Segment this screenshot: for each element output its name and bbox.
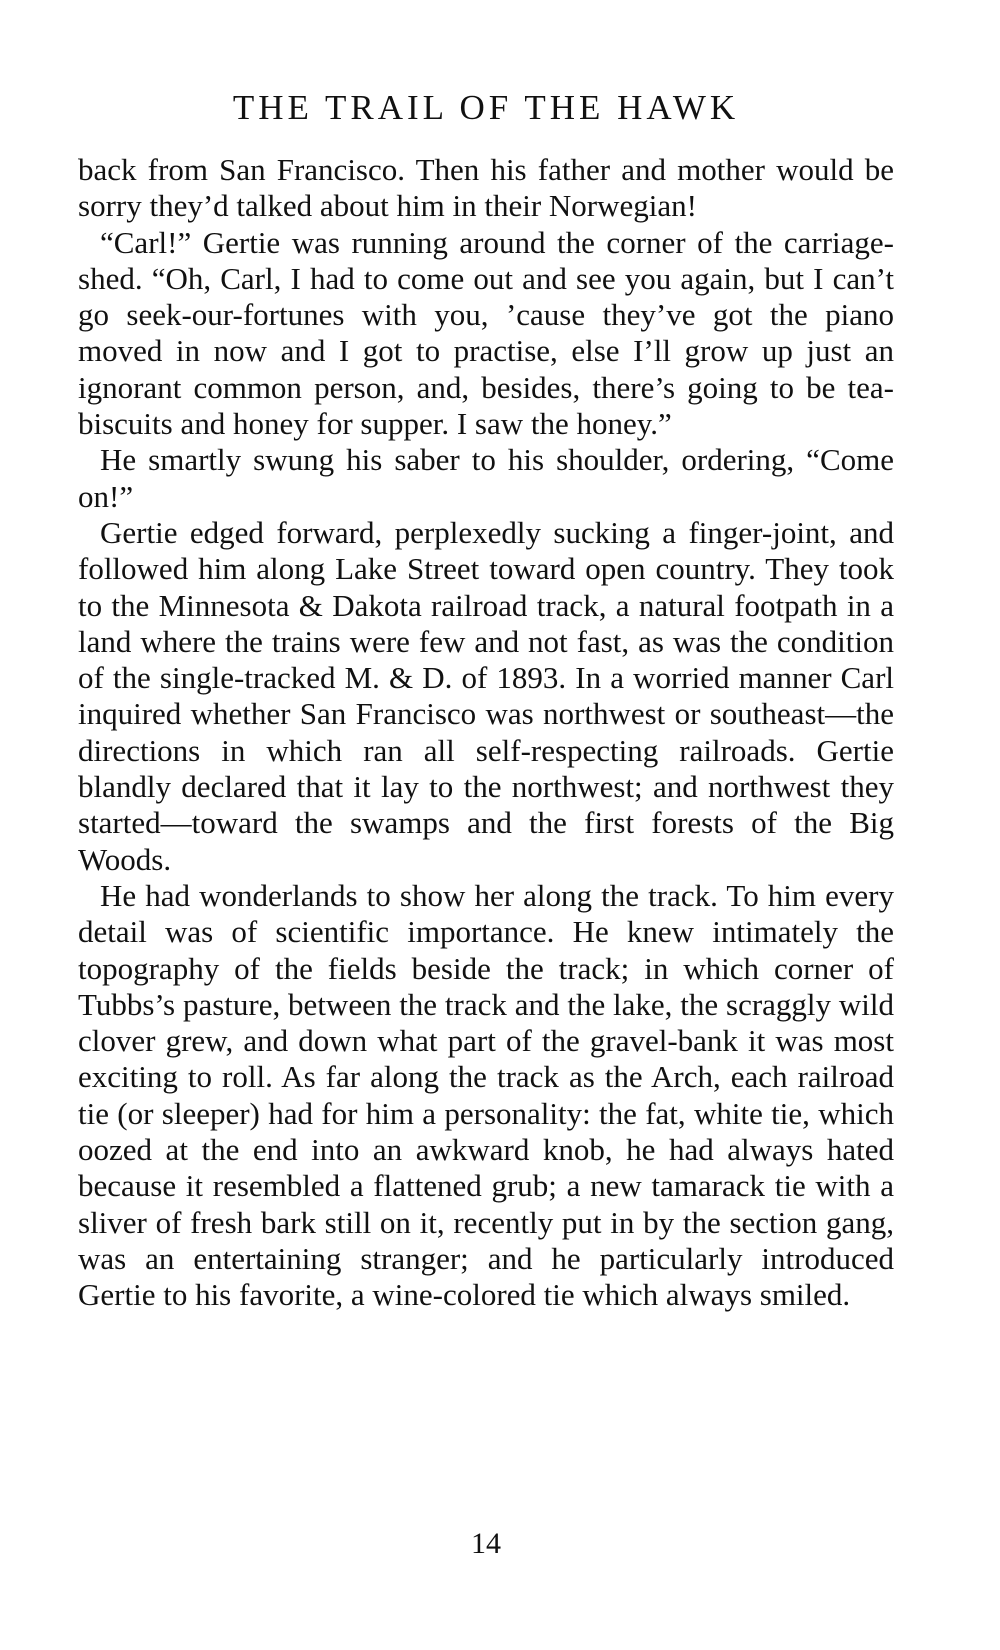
paragraph: Gertie edged forward, perplexedly sucking a finger-joint, and followed him along Lake Street toward open country. They took to the Minnesota & Dakota railroad track, a natural footpath in a land where the trains were few and not fast, as was the condition of the single-tracked M. & D. of 1893. In a worried manner Carl inquired whether San Francisco was northwest or southeast—the directions in which ran all self-respecting railroads. Gertie blandly declared that it lay to the northwest; and northwest they started—toward the swamps and the first forests of the Big Woods.: [78, 514, 894, 877]
paragraph: He had wonderlands to show her along the track. To him every detail was of scientific importance. He knew intimately the topography of the fields beside the track; in which corner of Tubbs’s pasture, between the track and the lake, the scraggly wild clover grew, and down what part of the gravel-bank it was most exciting to roll. As far along the track as the Arch, each railroad tie (or sleeper) had for him a personality: the fat, white tie, which oozed at the end into an awkward knob, he had always hated because it resembled a flattened grub; a new tamarack tie with a sliver of fresh bark still on it, recently put in by the section gang, was an entertaining stranger; and he particularly introduced Gertie to his favorite, a wine-colored tie which always smiled.: [78, 877, 894, 1313]
paragraph: “Carl!” Gertie was running around the corner of the carriage-shed. “Oh, Carl, I had to come out and see you again, but I can’t go seek-our-fortunes with you, ’cause they’ve got the piano moved in now and I got to practise, else I’ll grow up just an ignorant common person, and, besides, there’s going to be tea-biscuits and honey for supper. I saw the honey.”: [78, 224, 894, 442]
book-page: [78, 0, 894, 1650]
running-head: THE TRAIL OF THE HAWK: [232, 88, 740, 127]
body-text: [78, 152, 894, 1314]
page-number: 14: [471, 1527, 501, 1560]
paragraph: He smartly swung his saber to his shoulder, ordering, “Come on!”: [78, 442, 894, 514]
paragraph: back from San Francisco. Then his father and mother would be sorry they’d talked about him in their Norwegian!: [78, 152, 894, 224]
